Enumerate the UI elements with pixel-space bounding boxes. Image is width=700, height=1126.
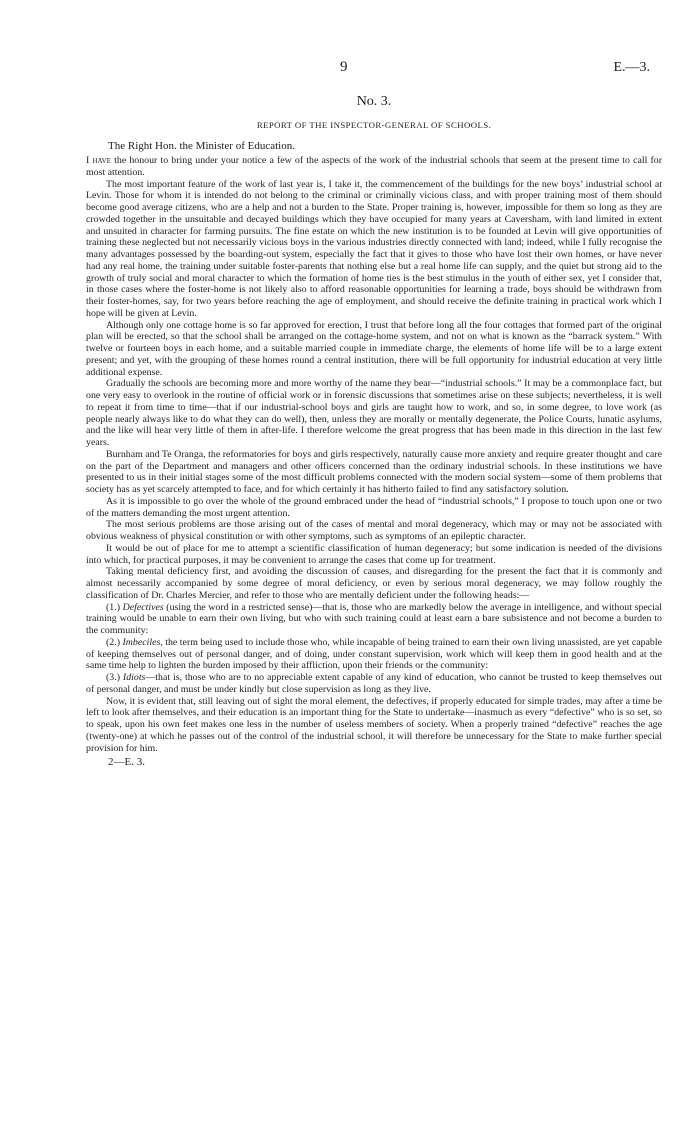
list-item-text: —that is, those who are to no appreciable extent capable of any kind of education, who cannot be trusted to keep themselves out of personal danger, and must be under kindly but close supervision as long as they live. — [86, 672, 662, 695]
paragraph-opening — [86, 155, 662, 179]
paragraph-education-of-defectives: Now, it is evident that, still leaving out of sight the moral element, the defectives, if properly educated for simple trades, may after a time be left to look after themselves, and their education is an important thing for the State to undertake—inasmuch as every “defective” who is so set, so to speak, upon his own feet makes one less in the number of useless members of society. When a properly trained “defective” reaches the age (twenty-one) at which he passes out of the control of the industrial school, it will therefore be unnecessary for the State to make further special provision for him. — [86, 695, 662, 754]
page-code: E.—3. — [613, 60, 650, 75]
list-item-defectives — [86, 602, 662, 637]
paragraph-reformatories: Burnham and Te Oranga, the reformatories for boys and girls respectively, naturally cause more anxiety and require greater thought and care on the part of the Department and managers and other officers concerned than the ordinary industrial schools. In these institutions we have presented to us in their initial stages some of the most difficult problems connected with the modern social system—some of them problems that society has as yet scarcely attempted to face, and for which certainly it has hitherto failed to find any satisfactory solution. — [86, 448, 662, 495]
salutation: The Right Hon. the Minister of Education. — [108, 140, 295, 152]
list-item-term: Defectives — [122, 601, 164, 613]
page-header — [86, 59, 662, 82]
paragraph-classification: It would be out of place for me to attempt a scientific classification of human degeneracy; but some indication is needed of the divisions into which, for practical purposes, it may be convenient to arrange the cases that come up for treatment. — [86, 542, 662, 566]
list-item-number: (2.) — [106, 636, 123, 648]
paragraph-levin: The most important feature of the work of last year is, I take it, the commencement of the buildings for the new boys’ industrial school at Levin. Those for whom it is intended do not belong to the criminal or criminally vicious class, and with proper training most of them should become good average citizens, who are a help and not a burden to the State. Proper training is, however, impossible for them so long as they are crowded together in the unsuitable and decayed buildings which they have occupied for many years at Caversham, with land limited in extent and unsuited in character for farming pursuits. The fine estate on which the new institution is to be founded at Levin will give opportunities of training these neglected but not necessarily vicious boys in the various industries directly connected with land; indeed, while I fully recognise the many advantages possessed by the boarding-out system, especially the fact that it gives to those who have lost their own homes, or have never had any real home, the training under suitable foster-parents that nothing else but a real home life can supply, and the quiet but strong aid to the growth of truly social and moral character to which the formation of home ties is the best stimulus in the youth of either sex, yet I consider that, in those cases where the foster-home is not likely also to afford reasonable opportunities for learning a trade, boys should be withdrawn from their foster-homes, say, for two years before reaching the age of employment, and should receive the definite training in practical work which I hope will be given at Levin. — [86, 178, 662, 319]
document-title: REPORT OF THE INSPECTOR-GENERAL OF SCHOOLS. — [256, 120, 492, 130]
signature-mark: 2—E. 3. — [108, 756, 145, 769]
report-body — [86, 155, 662, 754]
opening-text: the honour to bring under your notice a few of the aspects of the work of the industrial schools that seem at the present time to call for most attention. — [86, 155, 662, 178]
paragraph-mental-deficiency: Taking mental deficiency first, and avoiding the discussion of causes, and disregarding for the present the fact that it is commonly and almost necessarily accompanied by some degree of moral deficiency, or even by serious moral degeneracy, we may follow roughly the classification of Dr. Charles Mercier, and refer to those who are mentally deficient under the following heads:— — [86, 566, 662, 601]
list-item-number: (3.) — [106, 672, 123, 683]
paragraph-degeneracy: The most serious problems are those arising out of the cases of mental and moral degeneracy, which may or may not be associated with obvious weakness of physical constitution or with other symptoms, such as symptoms of an epileptic character. — [86, 519, 662, 542]
paragraph-industrial-schools: Gradually the schools are becoming more and more worthy of the name they bear—“industrial schools.” It may be a commonplace fact, but one very easy to overlook in the routine of official work or in forensic discussions that sometimes arise on these subjects; nevertheless, it is well to repeat it from time to time—that if our industrial-school boys and girls are taught how to work, and so, in some degree, to love work (as people nearly always like to do what they can do well), then, unless they are morally or mentally degenerate, the Police Courts, lunatic asylums, and the like will hear very little of them in after-life. I therefore welcome the great progress that has been made in this direction in the last few years. — [86, 378, 662, 448]
list-item-term: Imbeciles — [122, 636, 161, 648]
list-item-imbeciles — [86, 637, 662, 672]
list-item-idiots — [86, 672, 662, 696]
list-item-text: , the term being used to include those who, while incapable of being trained to earn their own living unassisted, are yet capable of keeping themselves out of personal danger, and of doing, under constant supervision, work which will keep them in good health and at the same time help to lighten the burden imposed by their affliction, upon their friends or the community: — [86, 636, 662, 672]
document-number: No. 3. — [356, 94, 392, 109]
list-item-number: (1.) — [106, 601, 123, 613]
paragraph-cottage-homes: Although only one cottage home is so far approved for erection, I trust that before long all the four cottages that formed part of the original plan will be erected, so that the school shall be arranged on the cottage-home system, and not on what is known as the “barrack system.” With twelve or fourteen boys in each home, and a suitable married couple in immediate charge, the elements of home life will be to a large extent present; and yet, with the grouping of these homes round a central institution, there will be full opportunity for industrial education at very little additional expense. — [86, 319, 662, 378]
page-number: 9 — [340, 59, 348, 75]
list-item-text: (using the word in a restricted sense)—that is, those who are markedly below the average in intelligence, and without special training would be unable to earn their own living, but who with such training could at least earn a bare subsistence and not become a burden to the community: — [86, 601, 662, 636]
paragraph-urgent-matters: As it is impossible to go over the whole of the ground embraced under the head of “industrial schools,” I propose to touch upon one or two of the matters demanding the most urgent attention. — [86, 495, 662, 519]
opening-words: I have — [86, 155, 111, 166]
list-item-term: Idiots — [122, 672, 146, 683]
